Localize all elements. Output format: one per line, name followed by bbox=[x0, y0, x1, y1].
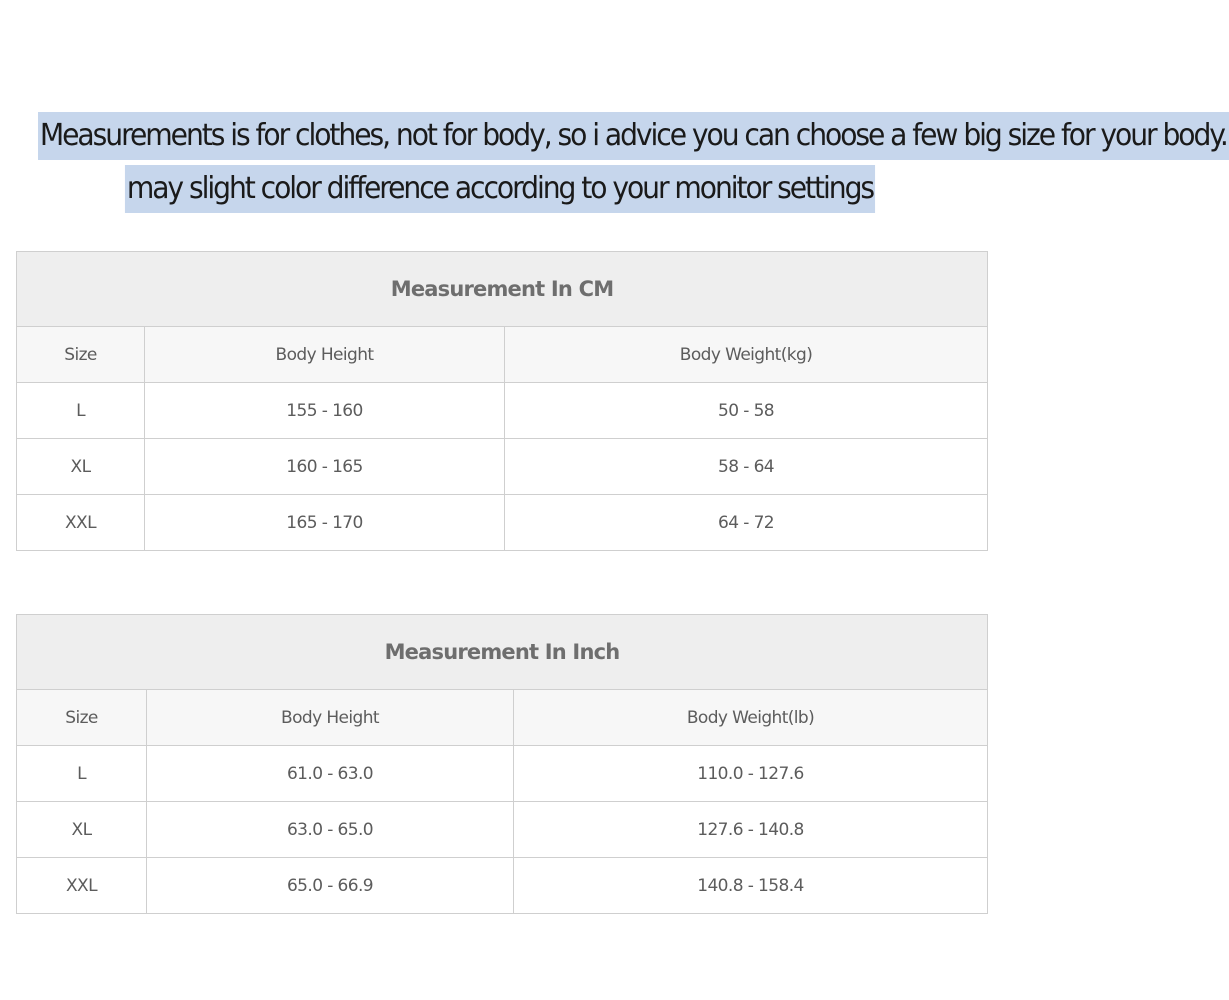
cell-size: XXL bbox=[17, 858, 147, 914]
table-row bbox=[17, 439, 988, 495]
table-title: Measurement In Inch bbox=[17, 615, 988, 690]
table-title-row bbox=[17, 615, 988, 690]
column-header-height: Body Height bbox=[147, 690, 514, 746]
cell-weight: 50 - 58 bbox=[505, 383, 988, 439]
table-row bbox=[17, 802, 988, 858]
size-notice bbox=[0, 112, 1227, 213]
cell-height: 165 - 170 bbox=[145, 495, 505, 551]
cell-height: 61.0 - 63.0 bbox=[147, 746, 514, 802]
column-header-height: Body Height bbox=[145, 327, 505, 383]
table-header-row bbox=[17, 690, 988, 746]
table-row bbox=[17, 383, 988, 439]
cell-height: 155 - 160 bbox=[145, 383, 505, 439]
table-header-row bbox=[17, 327, 988, 383]
size-table-cm bbox=[16, 251, 988, 551]
notice-line-color: may slight color difference according to your monitor settings bbox=[125, 165, 875, 213]
column-header-size: Size bbox=[17, 327, 145, 383]
cell-height: 160 - 165 bbox=[145, 439, 505, 495]
cell-weight: 58 - 64 bbox=[505, 439, 988, 495]
table-row bbox=[17, 858, 988, 914]
cell-size: XL bbox=[17, 439, 145, 495]
cell-weight: 127.6 - 140.8 bbox=[514, 802, 988, 858]
cell-size: XXL bbox=[17, 495, 145, 551]
cell-weight: 140.8 - 158.4 bbox=[514, 858, 988, 914]
cell-size: L bbox=[17, 746, 147, 802]
table-row bbox=[17, 746, 988, 802]
cell-size: XL bbox=[17, 802, 147, 858]
column-header-weight: Body Weight(lb) bbox=[514, 690, 988, 746]
column-header-weight: Body Weight(kg) bbox=[505, 327, 988, 383]
notice-line-measurements: Measurements is for clothes, not for body, so i advice you can choose a few big size for your body. bbox=[38, 112, 1229, 160]
cell-height: 65.0 - 66.9 bbox=[147, 858, 514, 914]
size-table-inch bbox=[16, 614, 988, 914]
column-header-size: Size bbox=[17, 690, 147, 746]
cell-size: L bbox=[17, 383, 145, 439]
table-title: Measurement In CM bbox=[17, 252, 988, 327]
table-row bbox=[17, 495, 988, 551]
cell-weight: 64 - 72 bbox=[505, 495, 988, 551]
cell-height: 63.0 - 65.0 bbox=[147, 802, 514, 858]
cell-weight: 110.0 - 127.6 bbox=[514, 746, 988, 802]
table-title-row bbox=[17, 252, 988, 327]
